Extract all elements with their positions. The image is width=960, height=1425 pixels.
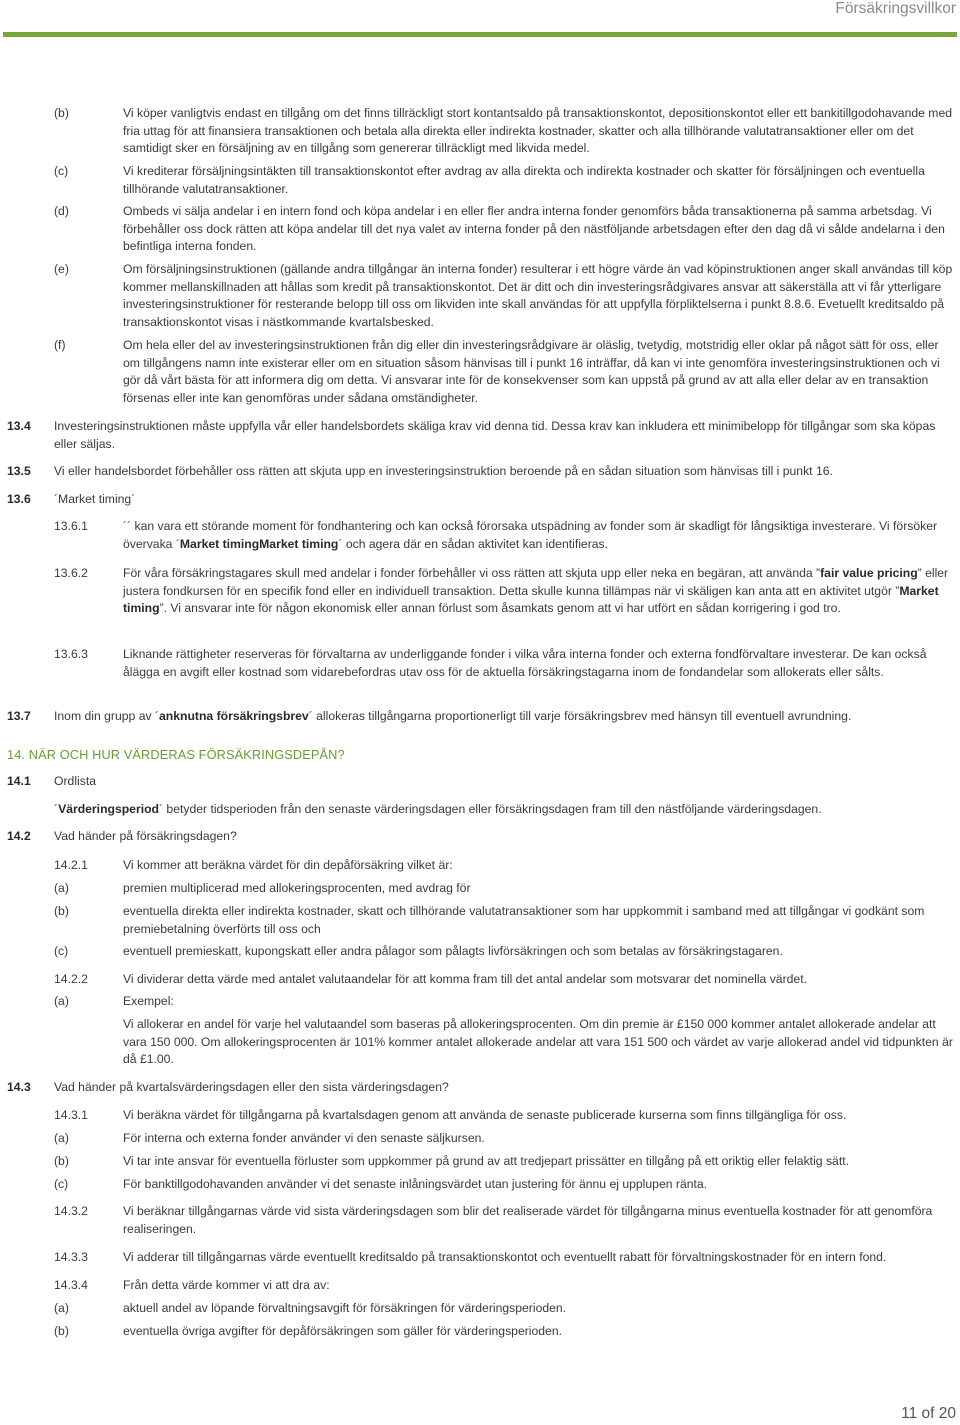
text-run: ” eller justera fondkursen för en specifik fond eller en individuell transaktion. Detta skulle kunna tillämpas när vi skäligen kan anta att en aktivitet utgör ” bbox=[123, 566, 949, 598]
text-run: Vi dividerar detta värde med antalet valutaandelar för att komma fram till det antal andelar som motsvarar det nominella värdet. bbox=[123, 972, 807, 986]
clause-number: (c) bbox=[54, 944, 69, 958]
clause-text bbox=[54, 708, 957, 726]
clause-number: 14.3 bbox=[7, 1080, 31, 1094]
clause-number: 14.2 bbox=[7, 829, 31, 843]
clause-text bbox=[123, 1176, 957, 1194]
clause-number: (e) bbox=[54, 262, 69, 276]
clause-text bbox=[123, 337, 957, 407]
text-run: ´ kan vara ett störande moment för fondhantering och kan också förorsaka utspädning av fonder som är skadligt för långsiktiga investerare. Vi försöker övervaka ´ bbox=[123, 519, 938, 551]
clause-number: (c) bbox=[54, 164, 69, 178]
text-run: Exempel: bbox=[123, 994, 174, 1008]
clause-number: (a) bbox=[54, 994, 69, 1008]
clause-number: 14.2.1 bbox=[54, 858, 88, 872]
text-run: Om hela eller del av investeringsinstruktionen från dig eller din investeringsrådgivare är oläslig, tvetydig, motstridig eller oklar på något sätt för oss, eller om tillgångens namn inte existerar eller om en situation såsom hänvisas till i punkt 16 inträffar, då kan vi inte genomföra investeringsinstruktionen och vi gör då vårt bästa för att informera dig om detta. Vi ansvarar inte för de konsekvenser som kan uppstå på grund av att alla eller delar av en transaktion försenas eller inte kan genomföras under sådana omständigheter. bbox=[123, 338, 940, 405]
text-run: Liknande rättigheter reserveras för förvaltarna av underliggande fonder i vilka våra interna fonder och externa fondförvaltare investerar. De kan också ålägga en avgift eller kostnad som vidarebefordras utav oss för de aktuella försäkringstagarna inom de fondandelar som allokerats eller sålts. bbox=[123, 647, 927, 679]
clause-text bbox=[123, 203, 957, 256]
text-run: aktuell andel av löpande förvaltningsavgift för försäkringen för värderingsperioden. bbox=[123, 1301, 567, 1315]
clause-text bbox=[123, 1323, 957, 1341]
clause-text bbox=[54, 773, 957, 791]
defined-term: anknutna försäkringsbrev bbox=[159, 709, 309, 723]
text-run: ´ bbox=[54, 802, 59, 816]
clause-text bbox=[123, 971, 957, 989]
text-run: premien multiplicerad med allokeringsprocenten, med avdrag för bbox=[123, 881, 471, 895]
clause-number: (b) bbox=[54, 904, 69, 918]
clause-number: 14.3.2 bbox=[54, 1204, 88, 1218]
text-run: Vi krediterar försäljningsintäkten till transaktionskontot efter avdrag av alla direkta och indirekta kostnader och skatter för försäljningen och eventuella tillhörande valutatransaktioner. bbox=[123, 164, 925, 196]
clause-text bbox=[123, 903, 957, 938]
clause-text bbox=[123, 1130, 957, 1148]
clause-text bbox=[54, 828, 957, 846]
text-run: ´ och agera där en sådan aktivitet kan identifieras. bbox=[338, 536, 609, 551]
text-run: Ombeds vi sälja andelar i en intern fond och köpa andelar i en eller fler andra interna fonder genomförs båda transaktionerna på samma arbetsdag. Vi förbehåller oss dock rätten att köpa andelar till det nya valet av interna fonder på den nästföljande arbetsdagen efter den dag då vi sålde andelarna i den befintliga interna fonden. bbox=[123, 204, 945, 254]
clause-text bbox=[54, 801, 957, 819]
text-run: ´ allokeras tillgångarna proportionerligt till varje försäkringsbrev med hänsyn till eventuell avrundning. bbox=[308, 709, 852, 723]
clause-number: (d) bbox=[54, 204, 69, 218]
clause-number: (b) bbox=[54, 1154, 69, 1168]
text-run: För interna och externa fonder använder vi den senaste säljkursen. bbox=[123, 1131, 485, 1145]
clause-number: (b) bbox=[54, 106, 69, 120]
clause-number: (b) bbox=[54, 1324, 69, 1338]
text-run: Vi allokerar en andel för varje hel valutaandel som baseras på allokeringsprocenten. Om din premie är £150 000 kommer antalet allokerade andelar att vara 150 000. Om allokeringsprocenten är 101% kommer antalet allokerade andelar att vara 151 500 och värdet av varje allokerad andel vid tidpunkten är då £1.00. bbox=[123, 1017, 953, 1067]
defined-term: Market timing bbox=[179, 536, 260, 551]
clause-number: 13.4 bbox=[7, 419, 31, 433]
text-run: Vi kommer att beräkna värdet för din depåförsäkring vilket är: bbox=[123, 858, 453, 872]
defined-term: Värderingsperiod bbox=[58, 802, 159, 816]
text-run: Vi eller handelsbordet förbehåller oss rätten att skjuta upp en investeringsinstruktion beroende på en sådan situation som hänvisas till i punkt 16. bbox=[54, 464, 833, 478]
clause-text bbox=[123, 1153, 957, 1171]
clause-text bbox=[123, 1203, 957, 1238]
clause-number: (c) bbox=[54, 1177, 69, 1191]
section-heading: 14. NÄR OCH HUR VÄRDERAS FÖRSÄKRINGSDEPÅN? bbox=[7, 747, 345, 762]
text-run: Vi adderar till tillgångarnas värde eventuellt kreditsaldo på transaktionskontot och eventuellt rabatt för förvaltningskostnader för en intern fond. bbox=[123, 1250, 887, 1264]
text-run: Från detta värde kommer vi att dra av: bbox=[123, 1278, 330, 1292]
clause-number: (f) bbox=[54, 338, 66, 352]
text-run: För våra försäkringstagares skull med andelar i fonder förbehåller vi oss rätten att skjuta upp eller neka en begäran, att använda ” bbox=[123, 566, 821, 580]
clause-number: (a) bbox=[54, 1301, 69, 1315]
text-run: ”. Vi ansvarar inte för någon ekonomisk eller annan förlust som åsamkats genom att vi har utfört en sådan korrigering i god tro. bbox=[159, 601, 841, 616]
clause-text bbox=[123, 880, 957, 898]
clause-text bbox=[123, 518, 957, 553]
text-run: Vad händer på kvartalsvärderingsdagen eller den sista värderingsdagen? bbox=[54, 1080, 449, 1094]
text-run: Vi köper vanligtvis endast en tillgång om det finns tillräckligt stort kontantsaldo på transaktionskontot, depositionskontot eller ett bankitillgodohavande med fria uttag för att finansiera transaktionen och betala alla direkta eller indirekta kostnader, skatter och alla tillhörande valutatransaktioner eller om det samtidigt sker en försäljning av en tillgång som genererar tillräckligt med likvida medel. bbox=[123, 106, 953, 156]
text-run: eventuella övriga avgifter för depåförsäkringen som gäller för värderingsperioden. bbox=[123, 1324, 562, 1338]
clause-text bbox=[54, 418, 957, 453]
text-run: Om försäljningsinstruktionen (gällande andra tillgångar än interna fonder) resulterar i ett högre värde än vad köpinstruktionen anger skall användas till köp kommer mellanskillnaden att hållas som kredit på transaktionskontot. Det är ditt och din investeringsrådgivares ansvar att säkerställa att vi får ytterligare investeringsinstruktioner för resterande belopp till oss om likviden inte skall användas för att uppfylla förpliktelserna i punkt 8.8.6. Evetuellt kreditsaldo på transaktionskontot visas i nästkommande kvartalsbesked. bbox=[123, 262, 953, 329]
text-run: Inom din grupp av ´ bbox=[54, 709, 160, 723]
defined-term: Market timing bbox=[259, 536, 339, 551]
clause-text bbox=[123, 1300, 957, 1318]
clause-number: (a) bbox=[54, 1131, 69, 1145]
header-divider bbox=[3, 32, 957, 37]
clause-text bbox=[123, 565, 957, 618]
document-header-title: Försäkringsvillkor bbox=[835, 0, 956, 17]
text-run: Vi beräknar tillgångarnas värde vid sista värderingsdagen som blir det realiserade värdet för tillgångarna minus eventuella kostnader för att genomföra realiseringen. bbox=[123, 1204, 933, 1236]
clause-number: 14.2.2 bbox=[54, 972, 88, 986]
clause-text bbox=[123, 993, 957, 1011]
clause-number: 13.7 bbox=[7, 709, 31, 723]
text-run: För banktillgodohavanden använder vi det senaste inlåningsvärdet utan justering för ännu ej upplupen ränta. bbox=[123, 1177, 708, 1191]
clause-number: 13.5 bbox=[7, 464, 31, 478]
clause-number: 14.1 bbox=[7, 774, 31, 788]
text-run: Ordlista bbox=[54, 774, 96, 788]
clause-text bbox=[123, 943, 957, 961]
clause-number: 13.6.1 bbox=[54, 519, 88, 533]
clause-text bbox=[123, 163, 957, 198]
text-run: ´ bbox=[123, 519, 128, 533]
clause-text bbox=[54, 1079, 957, 1097]
clause-text bbox=[123, 1107, 957, 1125]
text-run: eventuell premieskatt, kupongskatt eller andra pålagor som pålagts livförsäkringen och som betalas av försäkringstagaren. bbox=[123, 944, 783, 958]
text-run: Vi beräkna värdet för tillgångarna på kvartalsdagen genom att använda de senaste publicerade kurserna som finns tillgängliga för oss. bbox=[123, 1108, 847, 1122]
clause-number: 13.6.2 bbox=[54, 566, 88, 580]
clause-text bbox=[123, 646, 957, 681]
page-number: 11 of 20 bbox=[901, 1405, 956, 1422]
clause-text bbox=[123, 857, 957, 875]
clause-text bbox=[54, 491, 957, 509]
clause-number: 13.6.3 bbox=[54, 647, 88, 661]
clause-text bbox=[123, 1016, 957, 1069]
clause-number: 14.3.4 bbox=[54, 1278, 88, 1292]
clause-number: 14.3.1 bbox=[54, 1108, 88, 1122]
clause-number: 14.3.3 bbox=[54, 1250, 88, 1264]
clause-text bbox=[123, 1277, 957, 1295]
text-run: ´ betyder tidsperioden från den senaste värderingsdagen eller försäkringsdagen fram till den nästföljande värderingsdagen. bbox=[158, 802, 822, 816]
text-run: ´Market timing´ bbox=[54, 492, 136, 506]
clause-text bbox=[123, 105, 957, 158]
text-run: Vad händer på försäkringsdagen? bbox=[54, 829, 237, 843]
defined-term: fair value pricing bbox=[820, 566, 918, 580]
clause-text bbox=[123, 261, 957, 331]
clause-number: 13.6 bbox=[7, 492, 31, 506]
clause-text bbox=[54, 463, 957, 481]
text-run: Vi tar inte ansvar för eventuella förluster som uppkommer på grund av att tredjepart prissätter en tillgång på ett oriktig eller felaktig sätt. bbox=[123, 1154, 849, 1168]
clause-number: (a) bbox=[54, 881, 69, 895]
defined-term: Market timing bbox=[123, 583, 939, 616]
clause-text bbox=[123, 1249, 957, 1267]
text-run: Investeringsinstruktionen måste uppfylla vår eller handelsbordets skäliga krav vid denna tid. Dessa krav kan inkludera ett minimibelopp för tillgångar som ska köpas eller säljas. bbox=[54, 419, 936, 451]
text-run: eventuella direkta eller indirekta kostnader, skatt och tillhörande valutatransaktioner som har uppkommit i samband med att tillgångar vi godkänt som premiebetalning överförts till oss och bbox=[123, 904, 925, 936]
